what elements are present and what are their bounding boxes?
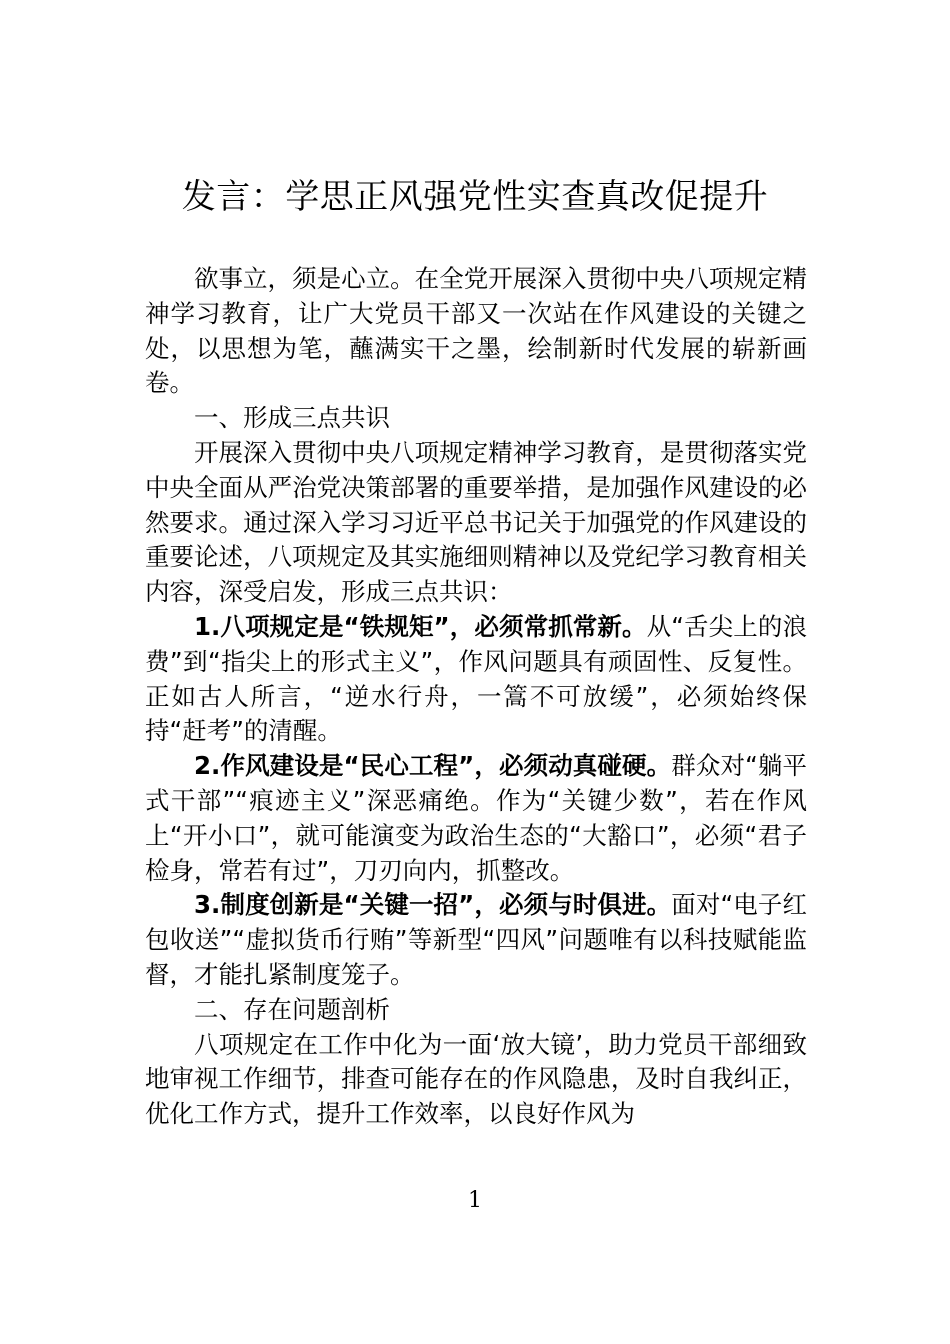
- consensus-item-3-text: 面对“电子红包收送”“虚拟货币行贿”等新型“四风”问题唯有以科技赋能监督，才能扎紧制度笼子。: [145, 890, 807, 989]
- consensus-item-1-text: 从“舌尖上的浪费”到“指尖上的形式主义”，作风问题具有顽固性、反复性。正如古人所言，“逆水行舟，一篙不可放缓”，必须始终保持“赶考”的清醒。: [145, 611, 807, 746]
- section-heading-1: 一、形成三点共识: [194, 403, 390, 433]
- document-body: [145, 262, 807, 1132]
- consensus-item-1: [145, 610, 807, 749]
- consensus-paragraph: 开展深入贯彻中央八项规定精神学习教育，是贯彻落实党中央全面从严治党决策部署的重要举措，是加强作风建设的必然要求。通过深入学习习近平总书记关于加强党的作风建设的重要论述，八项规定及其实施细则精神以及党纪学习教育相关内容，深受启发，形成三点共识：: [145, 437, 807, 607]
- consensus-item-2-lead: 2.作风建设是“民心工程”，必须动真碰硬。: [194, 751, 672, 781]
- consensus-item-2: [145, 749, 807, 888]
- section-heading-2: 二、存在问题剖析: [194, 994, 390, 1024]
- problem-paragraph: 八项规定在工作中化为一面‘放大镜’，助力党员干部细致地审视工作细节，排查可能存在的作风隐患，及时自我纠正，优化工作方式，提升工作效率，以良好作风为: [145, 1029, 807, 1129]
- document-title: 发言：学思正风强党性实查真改促提升: [181, 177, 769, 217]
- page-number: 1: [468, 1188, 482, 1213]
- consensus-item-3-lead: 3.制度创新是“关键一招”，必须与时俱进。: [194, 890, 672, 920]
- consensus-item-3: [145, 888, 807, 992]
- intro-paragraph: 欲事立，须是心立。在全党开展深入贯彻中央八项规定精神学习教育，让广大党员干部又一次站在作风建设的关键之处，以思想为笔，蘸满实干之墨，绘制新时代发展的崭新画卷。: [145, 264, 807, 398]
- consensus-item-2-text: 群众对“躺平式干部”“痕迹主义”深恶痛绝。作为“关键少数”，若在作风上“开小口”，就可能演变为政治生态的“大豁口”，必须“君子检身，常若有过”，刀刃向内，抓整改。: [145, 751, 807, 885]
- consensus-item-1-lead: 1.八项规定是“铁规矩”，必须常抓常新。: [194, 611, 647, 641]
